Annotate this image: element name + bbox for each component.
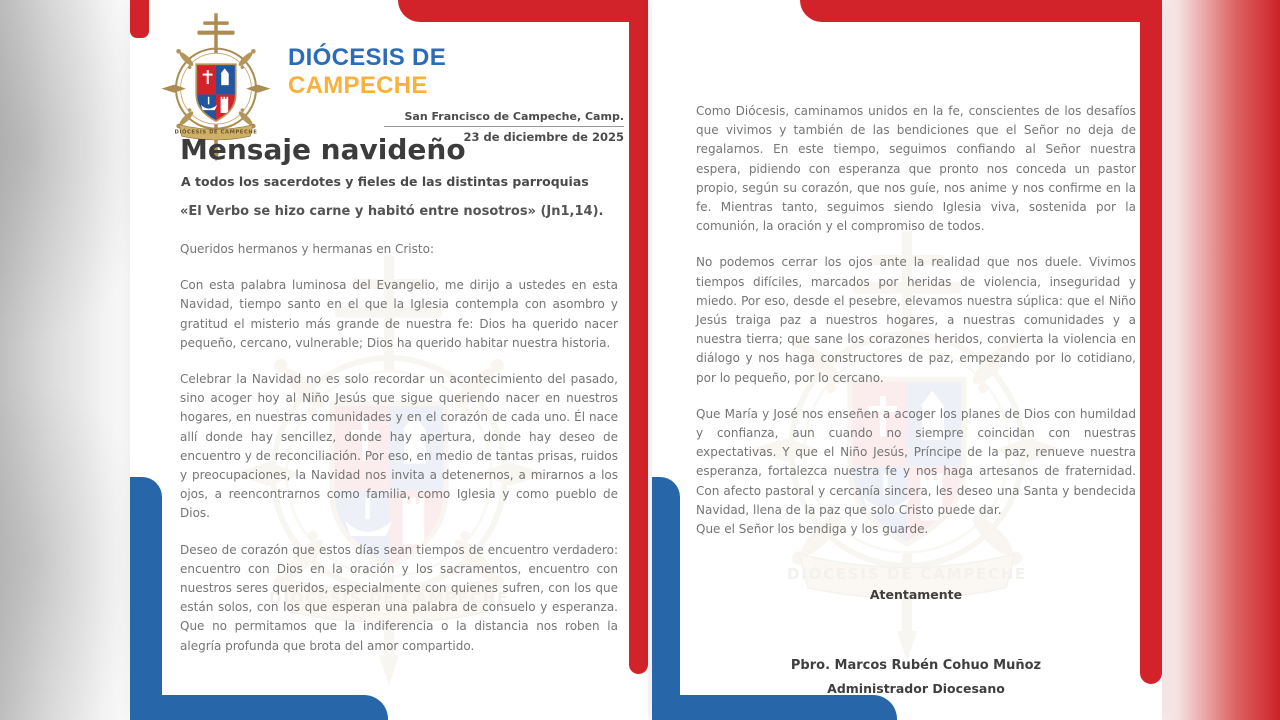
- body-paragraph: Celebrar la Navidad no es solo recordar un acontecimiento del pasado, sino acoger hoy al Niño Jesús que sigue queriendo nacer en nuestros hogares, en nuestras comunidades y en el corazón de cada uno. Él nace allí donde hay sencillez, donde hay apertura, donde hay deseo de encuentro y de reconciliación. Por eso, en medio de tantas prisas, ruidos y preocupaciones, la Navidad nos invita a detenernos, a mirarnos a los ojos, a reencontrarnos como familia, como Iglesia y como pueblo de Dios.: [180, 372, 618, 521]
- red-corner-tab: [130, 0, 149, 38]
- red-side-band: [1140, 0, 1162, 684]
- body-paragraph: Deseo de corazón que estos días sean tiempos de encuentro verdadero: encuentro con Dios en la oración y los sacramentos, encuentro con nuestros seres queridos, especialmente con quienes sufren, con los que están solos, con los que esperan una palabra de consuelo y esperanza. Que no permitamos que la indiferencia o la distancia nos roben la alegría profunda que brota del amor compartido.: [180, 542, 618, 653]
- letter-body-1: [180, 240, 618, 673]
- body-paragraph: Que María y José nos enseñen a acoger los planes de Dios con humildad y confianza, aun cuando no siempre coincidan con nuestras expectativas. Y que el Niño Jesús, Príncipe de la paz, renueve nuestra esperanza, fortalezca nuestra fe y nos haga artesanos de fraternidad. Con afecto pastoral y cercanía sincera, les deseo una Santa y bendecida Navidad, llena de la paz que solo Cristo puede dar.: [696, 406, 1136, 517]
- letter-page-1: [130, 0, 648, 720]
- brand-line-diocesis: DIÓCESIS DE: [288, 44, 446, 71]
- body-paragraph: Como Diócesis, caminamos unidos en la fe, conscientes de los desafíos que vivimos y también de las bendiciones que el Señor no deja de regalarnos. En este tiempo, seguimos confiando al Señor nuestra espera, pidiendo con esperanza que pronto nos conceda un pastor propio, según su corazón, que nos guíe, nos anime y nos confirme en la fe. Mientras tanto, seguimos siendo Iglesia viva, sostenida por la comunión, la oración y el compromiso de todos.: [696, 104, 1136, 234]
- red-side-band: [629, 0, 648, 674]
- page-title: Mensaje navideño: [180, 133, 466, 166]
- letter-page-2: [652, 0, 1162, 720]
- dateline-place: San Francisco de Campeche, Camp.: [384, 110, 624, 127]
- salutation: Queridos hermanos y hermanas en Cristo:: [180, 242, 434, 256]
- brand-line-campeche: CAMPECHE: [288, 72, 428, 100]
- brand-wordmark: [288, 44, 446, 101]
- letter-body-2: [696, 102, 1136, 698]
- closing-line: Que el Señor los bendiga y los guarde.: [696, 522, 929, 537]
- blue-side-band: [130, 477, 162, 720]
- blue-bottom-band: [130, 695, 388, 720]
- blue-side-band: [652, 477, 680, 720]
- body-paragraph: No podemos cerrar los ojos ante la realidad que nos duele. Vivimos tiempos difíciles, marcados por heridas de violencia, inseguridad y miedo. Por eso, desde el pesebre, elevamos nuestra súplica: que el Niño Jesús traiga paz a nuestros hogares, a nuestras comunidades y a nuestra tierra; que sane los corazones heridos, convierta la violencia en diálogo y nos haga constructores de paz, empezando por lo cotidiano, por lo pequeño, por lo cercano.: [696, 255, 1136, 385]
- page-subtitle: A todos los sacerdotes y fieles de las distintas parroquias: [181, 174, 589, 189]
- blue-bottom-band: [652, 695, 897, 720]
- signature-role: Administrador Diocesano: [827, 680, 1005, 696]
- red-top-band: [398, 0, 648, 22]
- scripture-quote: «El Verbo se hizo carne y habitó entre nosotros» (Jn1,14).: [180, 204, 604, 219]
- signature-name: Pbro. Marcos Rubén Cohuo Muñoz: [790, 658, 1042, 674]
- body-paragraph: Con esta palabra luminosa del Evangelio, me dirijo a ustedes en esta Navidad, tiempo santo en el que la Iglesia contempla con asombro y gratitud el misterio más grande de nuestra fe: Dios ha querido nacer pequeño, cercano, vulnerable; Dios ha querido habitar nuestra historia.: [180, 278, 618, 350]
- signoff: Atentamente: [869, 587, 963, 603]
- dateline-date: 23 de diciembre de 2025: [463, 130, 624, 144]
- signature-block: [696, 656, 1136, 697]
- red-top-band: [800, 0, 1162, 22]
